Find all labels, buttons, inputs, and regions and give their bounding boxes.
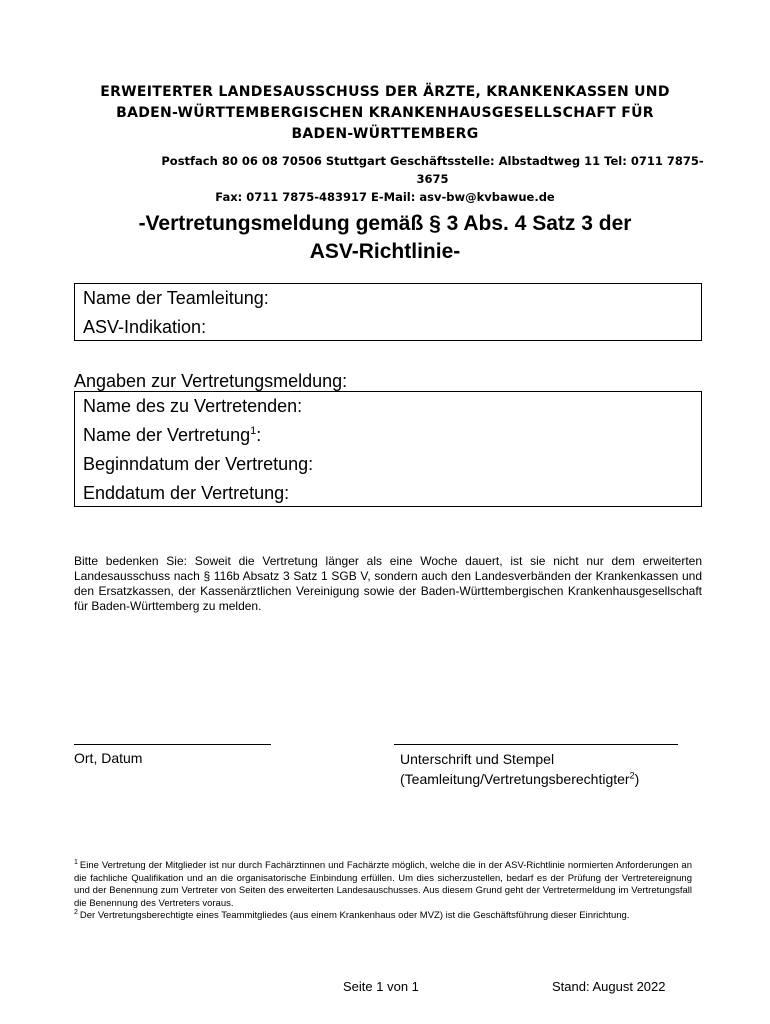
organization-header (60, 82, 710, 145)
team-lead-field[interactable]: Name der Teamleitung: (83, 288, 269, 308)
org-name-line-1: ERWEITERTER LANDESAUSSCHUSS DER ÄRZTE, KRANKENKASSEN UND (100, 84, 670, 100)
start-date-field[interactable]: Beginndatum der Vertretung: (83, 454, 314, 474)
signature-label-line-1: Unterschrift und Stempel (400, 751, 555, 767)
org-name-line-3: BADEN-WÜRTTEMBERG (291, 126, 479, 142)
represented-name-field[interactable]: Name des zu Vertretenden: (83, 396, 303, 416)
footnote-1-text: Eine Vertretung der Mitglieder ist nur durch Fachärztinnen und Fachärzte möglich, welche die in der ASV-Richtlinie normierten Anforderungen an die fachliche Qualifikation und an die organisatorische Einbindung erfüllen. Um dies sicherzustellen, bedarf es der Prüfung der Vertretereignung und der Benennung zum Vertreter von Seiten des erweiterten Landesauschusses. Aus diesem Grund geht der Vertretermeldung im Vertretungsfall die Benennung des Vertreters voraus. (74, 860, 692, 909)
footnote-2 (74, 910, 692, 923)
footnote-2-marker: 2 (74, 908, 78, 916)
contact-address (60, 152, 710, 206)
footnotes (74, 860, 692, 923)
section-label: Angaben zur Vertretungsmeldung: (74, 371, 348, 391)
place-date-line[interactable] (74, 744, 271, 745)
page-number: Seite 1 von 1 (343, 979, 419, 994)
footnote-ref-1: 1 (250, 425, 257, 437)
asv-indication-field[interactable]: ASV-Indikation: (83, 317, 207, 337)
document-title (60, 210, 710, 266)
footnote-2-text: Der Vertretungsberechtigte eines Teammitgliedes (aus einem Krankenhaus oder MVZ) ist die Geschäftsführung dieser Einrichtung. (79, 910, 630, 921)
revision-date: Stand: August 2022 (552, 979, 666, 994)
org-name-line-2: BADEN-WÜRTTEMBERGISCHEN KRANKENHAUSGESELLSCHAFT FÜR (116, 105, 654, 121)
signature-label-line-2 (400, 769, 639, 789)
notice-paragraph: Bitte bedenken Sie: Soweit die Vertretung länger als eine Woche dauert, ist sie nicht nur dem erweiterten Landesausschuss nach § 116b Absatz 3 Satz 1 SGB V, sondern auch den Landesverbänden der Krankenkassen und den Ersatzkassen, der Kassenärztlichen Vereinigung sowie der Baden-Württembergischen Krankenhausgesellschaft für Baden-Württemberg zu melden. (74, 554, 702, 613)
footnote-1-marker: 1 (74, 858, 78, 866)
representative-label: Name der Vertretung (83, 425, 251, 445)
address-line-1: Postfach 80 06 08 70506 Stuttgart Geschäftsstelle: Albstadtweg 11 Tel: 0711 7875-3675 (161, 154, 704, 186)
team-info-box (74, 283, 702, 341)
footnote-ref-2: 2 (629, 770, 635, 781)
signature-role-close: ) (634, 771, 640, 787)
title-line-1: -Vertretungsmeldung gemäß § 3 Abs. 4 Satz 3 der (138, 212, 632, 235)
representation-details-box (74, 391, 702, 507)
signature-line[interactable] (394, 744, 678, 745)
signature-label (400, 749, 639, 789)
representative-name-field[interactable] (75, 421, 701, 450)
place-date-label: Ort, Datum (74, 750, 143, 766)
address-line-2: Fax: 0711 7875-483917 E-Mail: asv-bw@kvbawue.de (215, 190, 555, 204)
representative-colon: : (256, 425, 262, 445)
footnote-1 (74, 860, 692, 910)
title-line-2: ASV-Richtlinie- (309, 240, 461, 263)
signature-role: (Teamleitung/Vertretungsberechtigter (400, 771, 630, 787)
end-date-field[interactable]: Enddatum der Vertretung: (83, 483, 290, 503)
